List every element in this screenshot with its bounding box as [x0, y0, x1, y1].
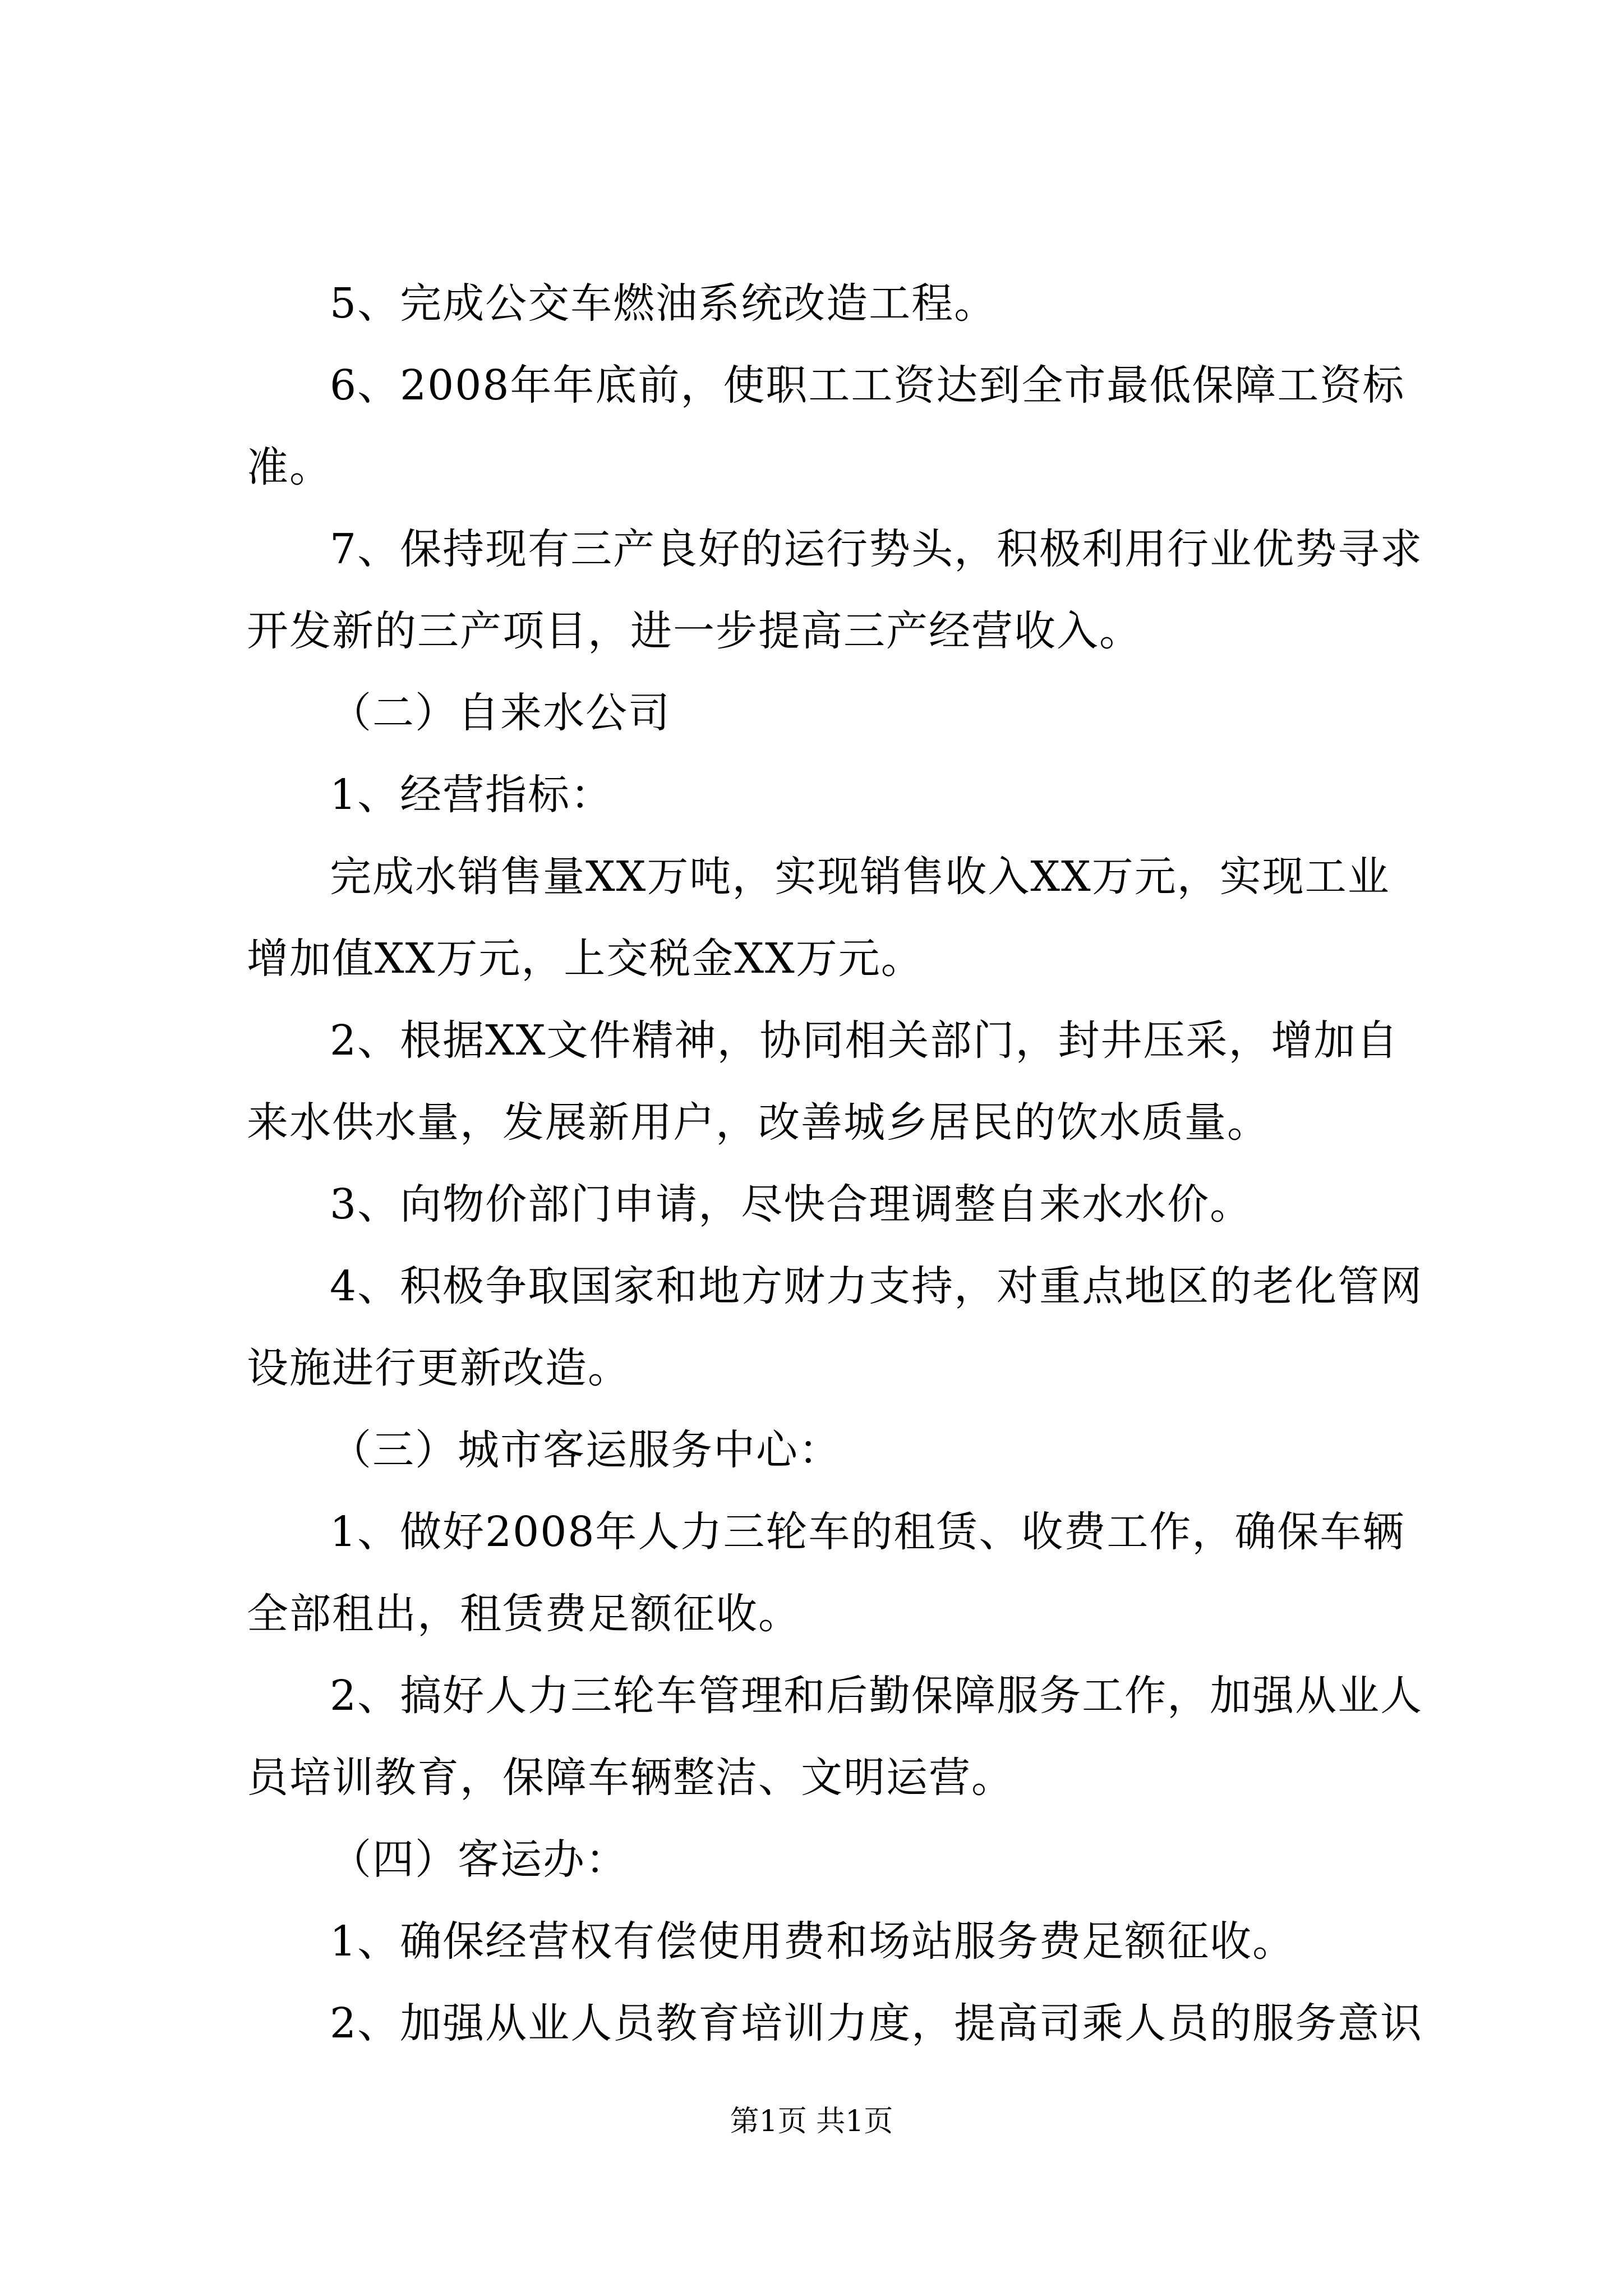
- paragraph-water-supply: 2、根据XX文件精神，协同相关部门，封井压采，增加自来水供水量，发展新用户，改善城乡居民的饮水质量。: [247, 1016, 1399, 1147]
- document-body: [247, 263, 1424, 2064]
- paragraph-water-price: 3、向物价部门申请，尽快合理调整自来水水价。: [330, 1180, 1253, 1228]
- paragraph-item-7: 7、保持现有三产良好的运行势头，积极利用行业优势寻求开发新的三产项目，进一步提高三产经营收入。: [247, 525, 1423, 655]
- paragraph-tricycle-management: 2、搞好人力三轮车管理和后勤保障服务工作，加强从业人员培训教育，保障车辆整洁、文明运营。: [247, 1672, 1423, 1802]
- paragraph-staff-training: 2、加强从业人员教育培训力度，提高司乘人员的服务意识: [330, 1999, 1423, 2047]
- paragraph-tricycle-leasing: 1、做好2008年人力三轮车的租赁、收费工作，确保车辆全部租出，租赁费足额征收。: [247, 1508, 1405, 1638]
- section-heading-passenger-center: （三）城市客运服务中心：: [330, 1426, 841, 1474]
- paragraph-pipe-network: 4、积极争取国家和地方财力支持，对重点地区的老化管网设施进行更新改造。: [247, 1262, 1423, 1392]
- paragraph-item-5: 5、完成公交车燃油系统改造工程。: [330, 279, 997, 328]
- section-heading-passenger-office: （四）客运办：: [330, 1835, 628, 1884]
- paragraph-item-6: 6、2008年年底前，使职工工资达到全市最低保障工资标准。: [247, 361, 1405, 491]
- paragraph-operating-indicators: 1、经营指标：: [330, 771, 614, 819]
- section-heading-water-company: （二）自来水公司: [330, 689, 671, 737]
- paragraph-sales-targets: 完成水销售量XX万吨，实现销售收入XX万元，实现工业增加值XX万元，上交税金XX万元。: [247, 853, 1390, 983]
- paragraph-fee-collection: 1、确保经营权有偿使用费和场站服务费足额征收。: [330, 1917, 1295, 1966]
- page-footer: 第1页 共1页: [730, 2105, 893, 2138]
